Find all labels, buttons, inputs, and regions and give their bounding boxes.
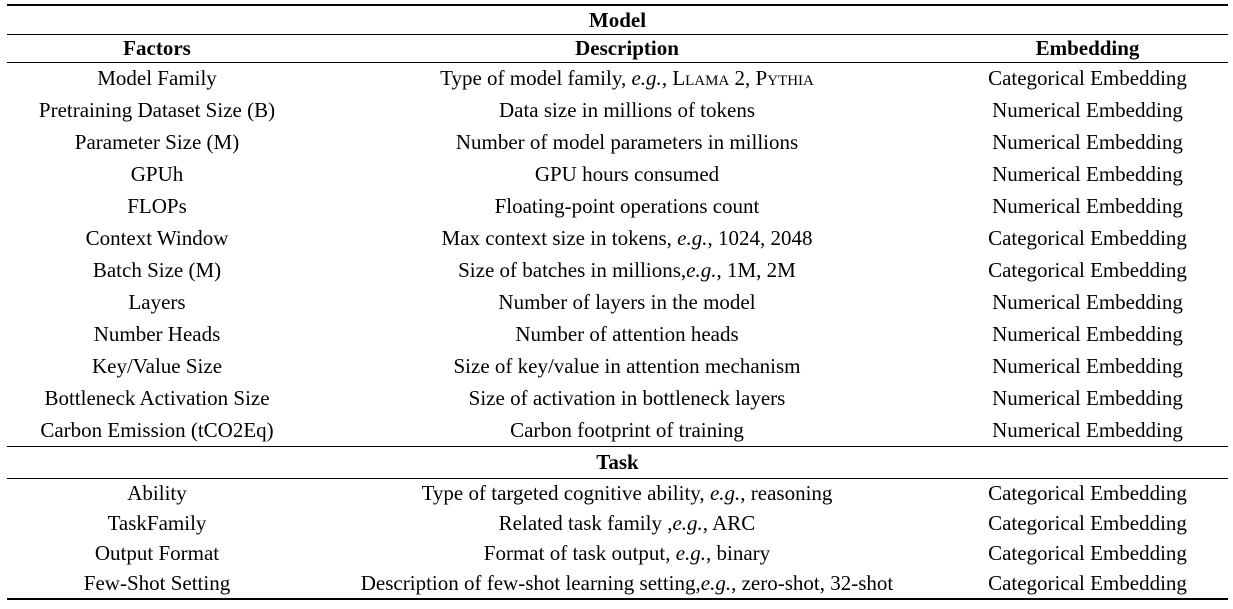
text-segment: TaskFamily [107, 511, 207, 535]
table-row [7, 569, 1228, 599]
section-header-row-task [7, 447, 1228, 479]
eg-italic-text: e.g. [631, 66, 662, 91]
eg-italic-text: e.g. [686, 258, 717, 282]
description-cell [307, 509, 947, 539]
table-row [7, 415, 1228, 447]
description-cell [307, 127, 947, 159]
text-segment: Related task family , [498, 511, 673, 535]
text-segment: Numerical Embedding [992, 162, 1183, 186]
table-row [7, 95, 1228, 127]
section-header-task: Task [7, 447, 1228, 479]
text-segment: Size of key/value in attention mechanism [453, 354, 801, 378]
embedding-cell [947, 127, 1228, 159]
factor-cell [7, 479, 307, 509]
text-segment: FLOPs [127, 194, 187, 218]
text-segment: Key/Value Size [91, 354, 223, 378]
column-header-embedding: Embedding [947, 35, 1228, 63]
embedding-cell [947, 415, 1228, 447]
text-segment: , binary [706, 541, 771, 565]
text-segment: , ARC [702, 511, 756, 535]
text-segment: , 1024, 2048 [707, 226, 813, 250]
task-section-rows [7, 479, 1228, 599]
description-cell [307, 287, 947, 319]
embedding-cell [947, 223, 1228, 255]
table-row [7, 539, 1228, 569]
text-segment: Categorical Embedding [988, 66, 1187, 91]
table-row [7, 127, 1228, 159]
column-header-factors: Factors [7, 35, 307, 63]
factor-cell [7, 509, 307, 539]
text-segment: Number of layers in the model [498, 290, 756, 314]
factor-cell [7, 539, 307, 569]
factor-cell [7, 287, 307, 319]
table-row [7, 159, 1228, 191]
factor-cell [7, 383, 307, 415]
factor-cell [7, 319, 307, 351]
description-cell [307, 191, 947, 223]
table-row [7, 63, 1228, 95]
text-segment: Numerical Embedding [992, 130, 1183, 154]
text-segment: Categorical Embedding [988, 541, 1187, 565]
factor-cell [7, 63, 307, 95]
text-segment: Parameter Size (M) [74, 130, 240, 154]
text-segment: Numerical Embedding [992, 98, 1183, 122]
text-segment: GPU hours consumed [534, 162, 720, 186]
factor-cell [7, 569, 307, 599]
embedding-cell [947, 255, 1228, 287]
text-segment: Categorical Embedding [988, 258, 1187, 282]
text-segment: Numerical Embedding [992, 290, 1183, 314]
text-segment: Number Heads [93, 322, 221, 346]
description-cell [307, 255, 947, 287]
text-segment: Type of model family, [440, 66, 632, 91]
text-segment: Output Format [94, 541, 220, 565]
text-segment: Max context size in tokens, [441, 226, 678, 250]
table-row [7, 351, 1228, 383]
text-segment: Bottleneck Activation Size [44, 386, 270, 410]
text-segment: Numerical Embedding [992, 417, 1183, 442]
text-segment: Size of activation in bottleneck layers [468, 386, 786, 410]
table-row [7, 509, 1228, 539]
text-segment: Categorical Embedding [988, 481, 1187, 506]
description-cell [307, 351, 947, 383]
model-section-rows [7, 63, 1228, 447]
embedding-cell [947, 319, 1228, 351]
text-segment: Categorical Embedding [988, 511, 1187, 535]
eg-italic-text: e.g. [700, 570, 732, 595]
text-segment: Size of batches in millions, [458, 258, 687, 282]
table-row [7, 287, 1228, 319]
text-segment: Number of model parameters in millions [455, 130, 799, 154]
text-segment: , [661, 66, 673, 91]
text-segment: Numerical Embedding [992, 194, 1183, 218]
embedding-cell [947, 63, 1228, 95]
section-header-row-model [7, 5, 1228, 35]
text-segment: Carbon Emission (tCO2Eq) [40, 417, 274, 442]
text-segment: Description of few-shot learning setting, [360, 570, 701, 595]
factor-cell [7, 415, 307, 447]
text-segment: Ability [127, 481, 187, 506]
text-segment: Type of targeted cognitive ability, [421, 481, 710, 506]
column-header-row [7, 35, 1228, 63]
table-row [7, 319, 1228, 351]
table-row [7, 383, 1228, 415]
text-segment: Carbon footprint of training [510, 417, 744, 442]
text-segment: , reasoning [740, 481, 833, 506]
description-cell [307, 223, 947, 255]
factor-cell [7, 255, 307, 287]
text-segment: Numerical Embedding [992, 322, 1183, 346]
factor-cell [7, 159, 307, 191]
text-segment: Data size in millions of tokens [498, 98, 756, 122]
text-segment: Layers [128, 290, 186, 314]
embedding-cell [947, 351, 1228, 383]
description-cell [307, 63, 947, 95]
embedding-cell [947, 383, 1228, 415]
description-cell [307, 95, 947, 127]
table-row [7, 191, 1228, 223]
section-header-model: Model [7, 5, 1228, 35]
description-cell [307, 539, 947, 569]
text-segment: Numerical Embedding [992, 386, 1183, 410]
factor-cell [7, 351, 307, 383]
text-segment: , 1M, 2M [716, 258, 796, 282]
description-cell [307, 159, 947, 191]
text-segment: Model Family [97, 66, 217, 91]
factor-cell [7, 223, 307, 255]
text-segment: Floating-point operations count [494, 194, 760, 218]
eg-italic-text: e.g. [677, 226, 708, 250]
table-row [7, 255, 1228, 287]
embedding-cell [947, 539, 1228, 569]
text-segment: Categorical Embedding [988, 570, 1187, 595]
text-segment: Categorical Embedding [988, 226, 1187, 250]
text-segment: Few-Shot Setting [83, 570, 231, 595]
embedding-cell [947, 569, 1228, 599]
smallcaps-text: Llama 2, Pythia [672, 66, 814, 91]
text-segment: Batch Size (M) [92, 258, 222, 282]
table-row [7, 479, 1228, 509]
eg-italic-text: e.g. [675, 541, 707, 565]
text-segment: Number of attention heads [515, 322, 739, 346]
table-row [7, 223, 1228, 255]
embedding-cell [947, 191, 1228, 223]
factor-cell [7, 127, 307, 159]
description-cell [307, 319, 947, 351]
description-cell [307, 569, 947, 599]
eg-italic-text: e.g. [709, 481, 741, 506]
text-segment: Format of task output, [483, 541, 676, 565]
embedding-cell [947, 95, 1228, 127]
embedding-cell [947, 287, 1228, 319]
factor-cell [7, 95, 307, 127]
embedding-cell [947, 479, 1228, 509]
embedding-cell [947, 159, 1228, 191]
eg-italic-text: e.g. [672, 511, 703, 535]
factors-embedding-table [7, 4, 1228, 600]
description-cell [307, 415, 947, 447]
description-cell [307, 383, 947, 415]
embedding-cell [947, 509, 1228, 539]
text-segment: Pretraining Dataset Size (B) [38, 98, 276, 122]
column-header-description: Description [307, 35, 947, 63]
description-cell [307, 479, 947, 509]
factor-cell [7, 191, 307, 223]
text-segment: Context Window [85, 226, 229, 250]
text-segment: , zero-shot, 32-shot [731, 570, 894, 595]
text-segment: Numerical Embedding [992, 354, 1183, 378]
text-segment: GPUh [130, 162, 184, 186]
